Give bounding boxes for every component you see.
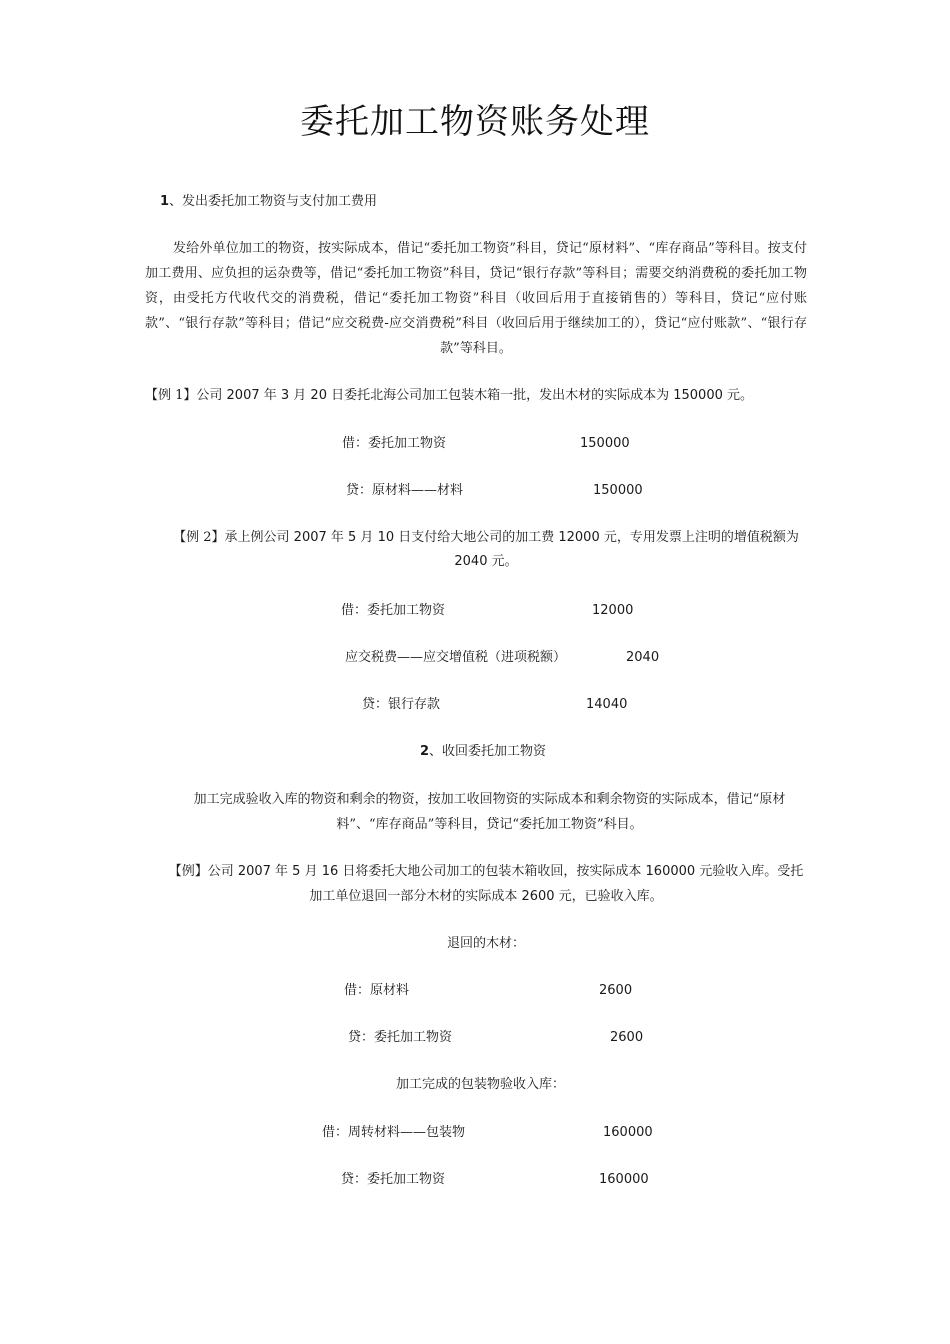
page-title: 委托加工物资账务处理 <box>300 102 650 142</box>
entry-account: 借：原材料 <box>344 983 410 998</box>
entry-amount: 160000 <box>603 1125 653 1140</box>
entry-amount: 12000 <box>592 603 634 618</box>
example-1-tag: 【例 1】 <box>145 388 197 403</box>
example-2 <box>165 526 807 574</box>
entry-amount: 150000 <box>580 436 630 451</box>
paragraph-2: 加工完成验收入库的物资和剩余的物资，按加工收回物资的实际成本和剩余物资的实际成本，借记“原材料”、“库存商品”等科目，贷记“委托加工物资”科目。 <box>193 792 786 832</box>
subheading-packaging-received: 加工完成的包装物验收入库： <box>396 1077 566 1092</box>
entry-account: 借：周转材料——包装物 <box>322 1125 466 1140</box>
entry-amount: 150000 <box>593 483 643 498</box>
entry-account: 贷：委托加工物资 <box>348 1030 453 1045</box>
entry-account: 贷：委托加工物资 <box>341 1172 446 1187</box>
example-1 <box>145 388 753 404</box>
example-3 <box>165 859 807 909</box>
entry-amount: 2600 <box>599 983 633 998</box>
section-2-number: 2 <box>420 744 430 759</box>
example-2-text: 承上例公司 2007 年 5 月 10 日支付给大地公司的加工费 12000 元，专用发票上注明的增值税额为 2040 元。 <box>224 530 799 569</box>
section-1-heading <box>160 194 377 210</box>
entry-account: 借：委托加工物资 <box>341 603 446 618</box>
entry-amount: 14040 <box>586 697 628 712</box>
example-2-tag: 【例 2】 <box>173 530 225 545</box>
entry-account: 应交税费——应交增值税（进项税额） <box>345 650 567 665</box>
entry-amount: 2600 <box>610 1030 644 1045</box>
example-1-text: 公司 2007 年 3 月 20 日委托北海公司加工包装木箱一批，发出木材的实际成本为 150000 元。 <box>196 388 753 403</box>
paragraph-1: 发给外单位加工的物资，按实际成本，借记“委托加工物资”科目，贷记“原材料”、“库存商品”等科目。按支付加工费用、应负担的运杂费等，借记“委托加工物资”科目，贷记“银行存款”等科目；需要交纳消费税的委托加工物资，由受托方代收代交的消费税，借记“委托加工物资”科目（收回后用于直接销售的）等科目，贷记“应付账款”、“银行存款”等科目；借记“应交税费-应交消费税”科目（收回后用于继续加工的），贷记“应付账款”、“银行存款”等科目。 <box>145 241 807 356</box>
entry-account: 借：委托加工物资 <box>342 436 447 451</box>
section-2-heading <box>420 744 546 760</box>
entry-account: 贷：原材料——材料 <box>346 483 464 498</box>
entry-amount: 160000 <box>599 1172 649 1187</box>
entry-amount: 2040 <box>626 650 660 665</box>
subheading-returned-wood: 退回的木材： <box>447 936 526 951</box>
section-1-number: 1 <box>160 194 170 209</box>
entry-account: 贷：银行存款 <box>362 697 441 712</box>
example-3-tag: 【例】 <box>168 864 208 879</box>
section-1-title: 、发出委托加工物资与支付加工费用 <box>169 194 378 209</box>
example-3-text: 公司 2007 年 5 月 16 日将委托大地公司加工的包装木箱收回，按实际成本 160000 元验收入库。受托加工单位退回一部分木材的实际成本 2600 元，已验收入库。 <box>207 864 804 904</box>
section-2-title: 、收回委托加工物资 <box>429 744 547 759</box>
